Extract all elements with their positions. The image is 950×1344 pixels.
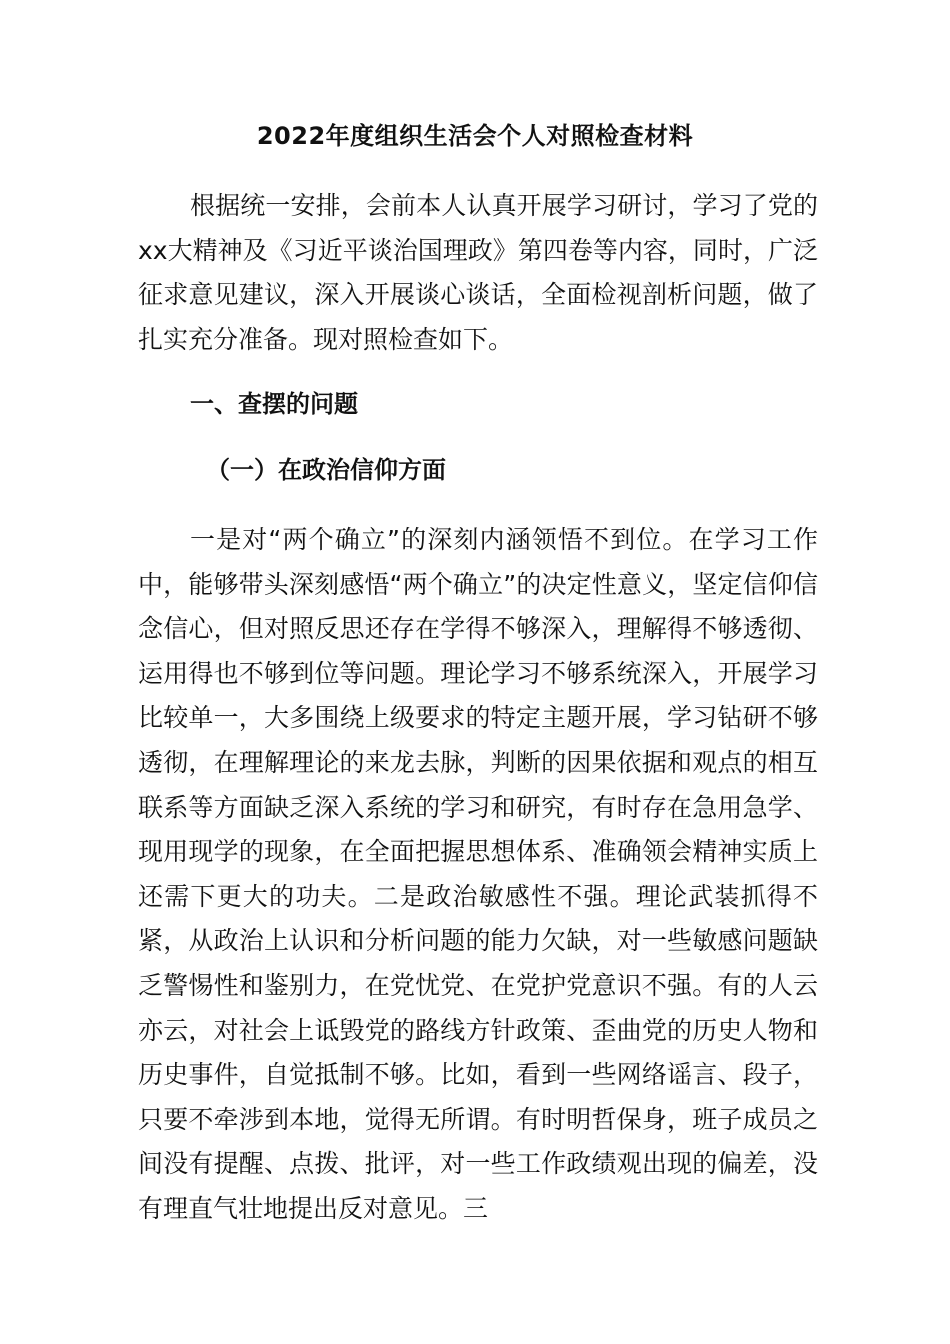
body-paragraph: 一是对“两个确立”的深刻内涵领悟不到位。在学习工作中，能够带头深刻感悟“两个确立”的决定性意义，坚定信仰信念信心，但对照反思还存在学得不够深入，理解得不够透彻、运用得也不够到位等问题。理论学习不够系统深入，开展学习比较单一，大多围绕上级要求的特定主题开展，学习钻研不够透彻，在理解理论的来龙去脉，判断的因果依据和观点的相互联系等方面缺乏深入系统的学习和研究，有时存在急用急学、现用现学的现象，在全面把握思想体系、准确领会精神实质上还需下更大的功夫。二是政治敏感性不强。理论武装抓得不紧，从政治上认识和分析问题的能力欠缺，对一些敏感问题缺乏警惕性和鉴别力，在党忧党、在党护党意识不强。有的人云亦云，对社会上诋毁党的路线方针政策、歪曲党的历史人物和历史事件，自觉抵制不够。比如，看到一些网络谣言、段子，只要不牵涉到本地，觉得无所谓。有时明哲保身，班子成员之间没有提醒、点拨、批评，对一些工作政绩观出现的偏差，没有理直气壮地提出反对意见。三 xyxy=(138,525,818,1223)
subsection-heading: （一）在政治信仰方面 xyxy=(206,456,446,484)
document-title: 2022年度组织生活会个人对照检查材料 xyxy=(256,122,694,150)
intro-paragraph: 根据统一安排，会前本人认真开展学习研讨，学习了党的xx大精神及《习近平谈治国理政》第四卷等内容，同时，广泛征求意见建议，深入开展谈心谈话，全面检视剖析问题，做了扎实充分准备。现对照检查如下。 xyxy=(138,191,818,354)
section-heading: 一、查摆的问题 xyxy=(190,390,358,418)
